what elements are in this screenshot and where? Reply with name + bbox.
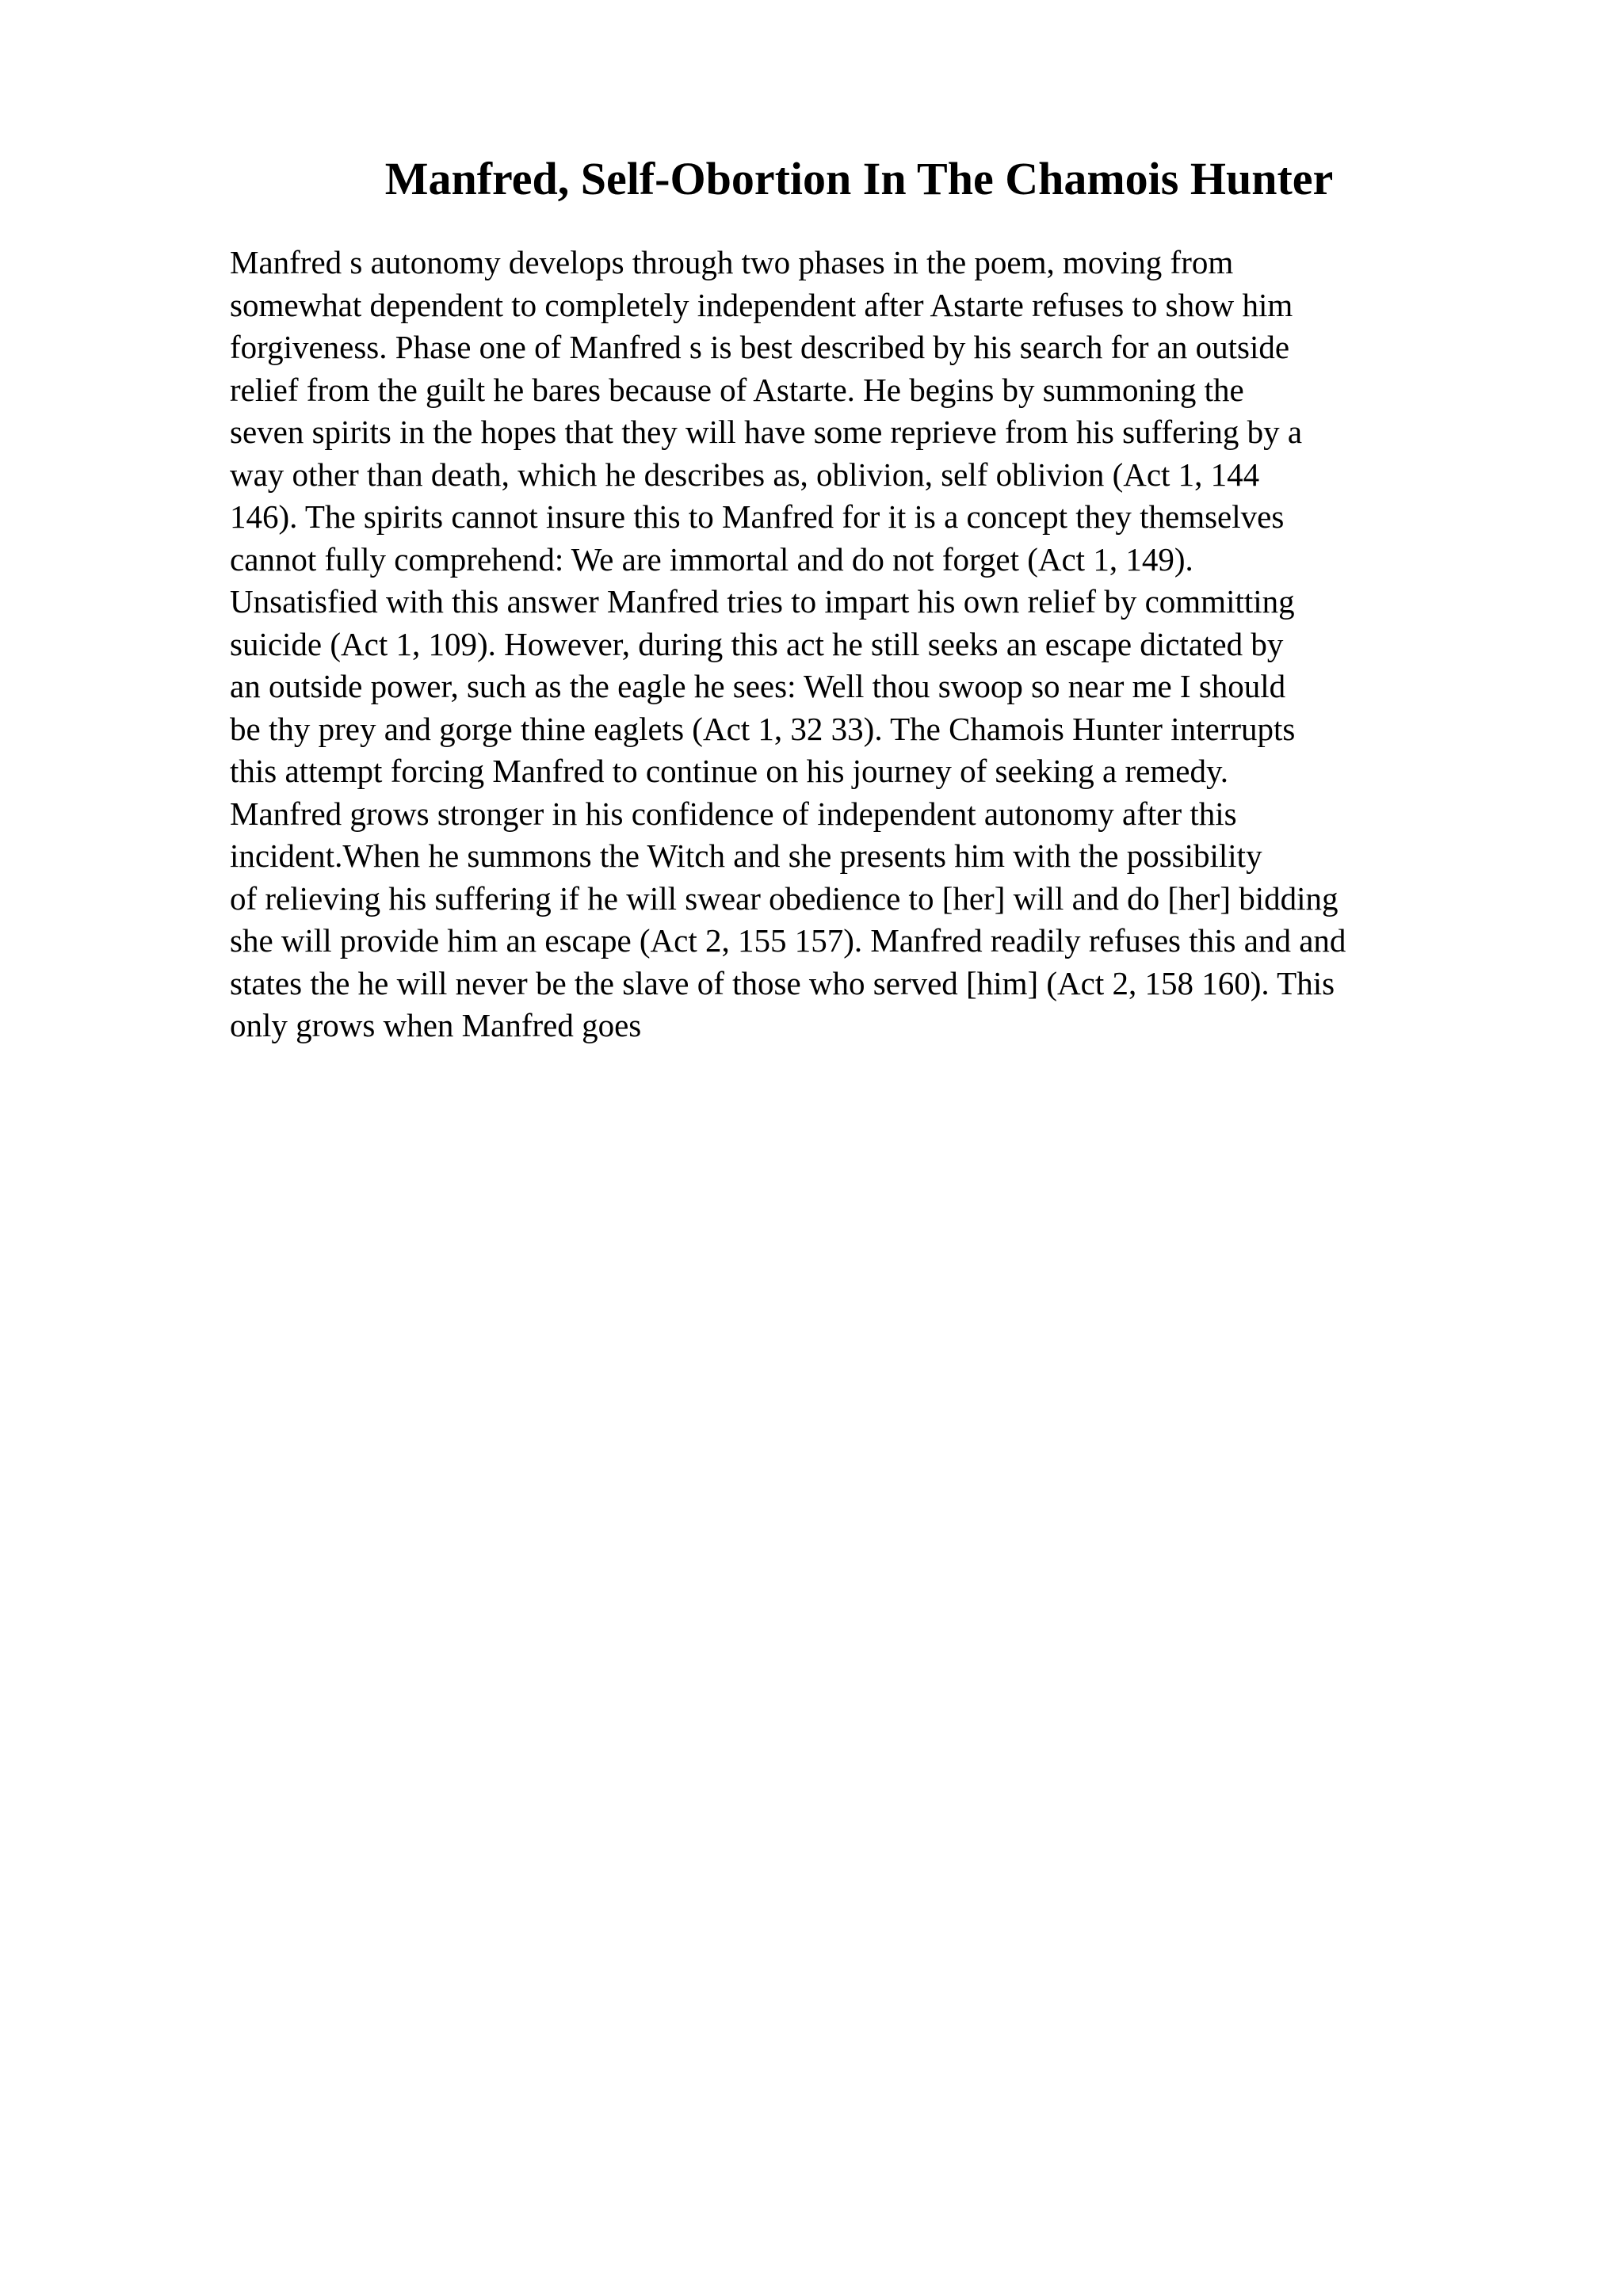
text-line: relief from the guilt he bares because of Astarte. He begins by summoning the <box>230 371 1244 408</box>
text-line: cannot fully comprehend: We are immortal and do not forget (Act 1, 149). <box>230 540 1193 578</box>
text-line: only grows when Manfred goes <box>230 1007 642 1043</box>
text-line: Manfred grows stronger in his confidence of independent autonomy after this <box>230 795 1237 832</box>
text-line: seven spirits in the hopes that they will have some reprieve from his suffering by a <box>230 414 1303 450</box>
text-line: way other than death, which he describes as, oblivion, self oblivion (Act 1, 144 <box>230 456 1260 493</box>
text-line: incident.When he summons the Witch and she presents him with the possibility <box>230 837 1262 874</box>
text-line: states the he will never be the slave of those who served [him] (Act 2, 158 160). This <box>230 964 1335 1001</box>
text-line: this attempt forcing Manfred to continue on his journey of seeking a remedy. <box>230 753 1229 789</box>
text-line: suicide (Act 1, 109). However, during this act he still seeks an escape dictated by <box>230 625 1284 662</box>
text-line: Manfred s autonomy develops through two phases in the poem, moving from <box>230 244 1234 280</box>
document-title: Manfred, Self-Obortion In The Chamois Hunter <box>384 153 1334 204</box>
text-line: Unsatisfied with this answer Manfred tries to impart his own relief by committing <box>230 583 1295 620</box>
text-line: be thy prey and gorge thine eaglets (Act 1, 32 33). The Chamois Hunter interrupts <box>230 710 1296 747</box>
body-paragraph <box>230 242 1514 1047</box>
text-line: 146). The spirits cannot insure this to Manfred for it is a concept they themselves <box>230 498 1285 535</box>
text-line: of relieving his suffering if he will swear obedience to [her] will and do [her] bidding <box>230 879 1338 917</box>
text-line: she will provide him an escape (Act 2, 155 157). Manfred readily refuses this and and <box>230 922 1346 959</box>
text-line: an outside power, such as the eagle he sees: Well thou swoop so near me I should <box>230 668 1286 704</box>
text-line: somewhat dependent to completely independent after Astarte refuses to show him <box>230 286 1293 323</box>
text-line: forgiveness. Phase one of Manfred s is best described by his search for an outside <box>230 329 1290 365</box>
